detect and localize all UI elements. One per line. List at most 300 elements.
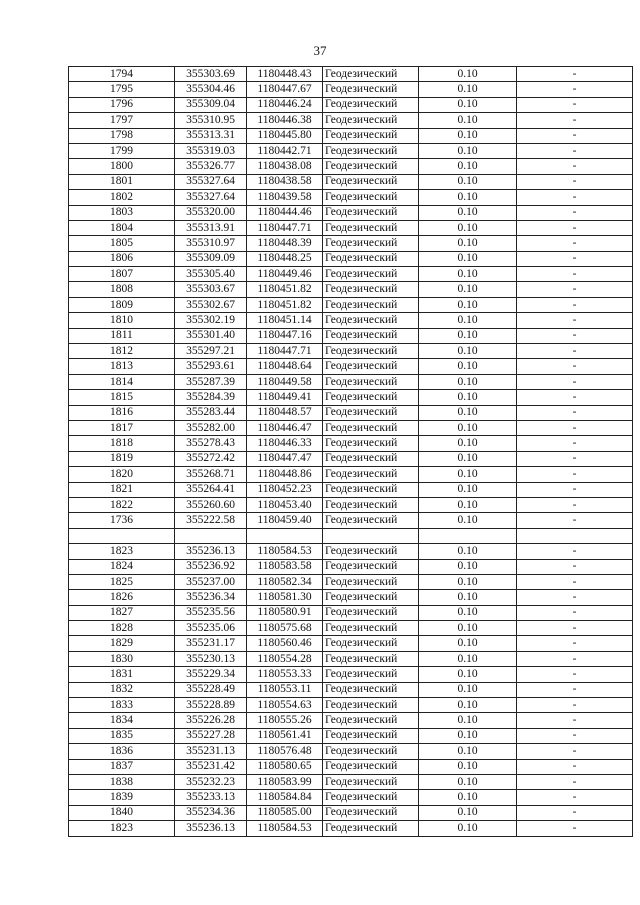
table-row (69, 251, 633, 266)
point-number-cell: 1823 (69, 821, 175, 836)
point-number-cell: 1835 (69, 728, 175, 743)
x-coordinate-cell: 355303.69 (175, 67, 247, 82)
accuracy-cell: 0.10 (419, 636, 517, 651)
method-cell: Геодезический (323, 513, 419, 528)
point-number-cell (69, 528, 175, 543)
point-number-cell: 1838 (69, 774, 175, 789)
method-cell: Геодезический (323, 713, 419, 728)
point-number-cell: 1811 (69, 328, 175, 343)
method-cell: Геодезический (323, 590, 419, 605)
description-cell: - (517, 698, 633, 713)
x-coordinate-cell: 355301.40 (175, 328, 247, 343)
y-coordinate-cell: 1180449.58 (247, 374, 323, 389)
x-coordinate-cell: 355228.49 (175, 682, 247, 697)
accuracy-cell: 0.10 (419, 267, 517, 282)
accuracy-cell: 0.10 (419, 651, 517, 666)
description-cell: - (517, 251, 633, 266)
y-coordinate-cell: 1180459.40 (247, 513, 323, 528)
description-cell: - (517, 359, 633, 374)
table-row (69, 344, 633, 359)
y-coordinate-cell: 1180448.43 (247, 67, 323, 82)
accuracy-cell: 0.10 (419, 128, 517, 143)
method-cell: Геодезический (323, 67, 419, 82)
point-number-cell: 1795 (69, 82, 175, 97)
accuracy-cell: 0.10 (419, 359, 517, 374)
point-number-cell: 1800 (69, 159, 175, 174)
method-cell: Геодезический (323, 482, 419, 497)
x-coordinate-cell: 355303.67 (175, 282, 247, 297)
accuracy-cell: 0.10 (419, 728, 517, 743)
y-coordinate-cell: 1180453.40 (247, 497, 323, 512)
table-row (69, 451, 633, 466)
method-cell: Геодезический (323, 297, 419, 312)
y-coordinate-cell: 1180452.23 (247, 482, 323, 497)
table-row (69, 636, 633, 651)
description-cell: - (517, 174, 633, 189)
table-row (69, 605, 633, 620)
table-row (69, 667, 633, 682)
point-number-cell: 1827 (69, 605, 175, 620)
table-row (69, 328, 633, 343)
method-cell: Геодезический (323, 805, 419, 820)
point-number-cell: 1837 (69, 759, 175, 774)
x-coordinate-cell: 355234.36 (175, 805, 247, 820)
method-cell: Геодезический (323, 113, 419, 128)
point-number-cell: 1810 (69, 313, 175, 328)
method-cell (323, 528, 419, 543)
y-coordinate-cell: 1180560.46 (247, 636, 323, 651)
accuracy-cell: 0.10 (419, 143, 517, 158)
point-number-cell: 1831 (69, 667, 175, 682)
method-cell: Геодезический (323, 790, 419, 805)
method-cell: Геодезический (323, 420, 419, 435)
y-coordinate-cell: 1180580.91 (247, 605, 323, 620)
description-cell: - (517, 651, 633, 666)
coordinates-table (68, 66, 633, 837)
description-cell: - (517, 713, 633, 728)
table-row (69, 544, 633, 559)
table-row (69, 728, 633, 743)
y-coordinate-cell: 1180576.48 (247, 744, 323, 759)
accuracy-cell: 0.10 (419, 713, 517, 728)
x-coordinate-cell: 355260.60 (175, 497, 247, 512)
description-cell: - (517, 128, 633, 143)
accuracy-cell: 0.10 (419, 744, 517, 759)
description-cell: - (517, 159, 633, 174)
point-number-cell: 1736 (69, 513, 175, 528)
y-coordinate-cell: 1180581.30 (247, 590, 323, 605)
point-number-cell: 1807 (69, 267, 175, 282)
point-number-cell: 1828 (69, 621, 175, 636)
x-coordinate-cell: 355231.42 (175, 759, 247, 774)
description-cell: - (517, 744, 633, 759)
description-cell: - (517, 790, 633, 805)
method-cell: Геодезический (323, 267, 419, 282)
accuracy-cell: 0.10 (419, 467, 517, 482)
description-cell: - (517, 405, 633, 420)
description-cell: - (517, 344, 633, 359)
accuracy-cell: 0.10 (419, 451, 517, 466)
y-coordinate-cell: 1180447.67 (247, 82, 323, 97)
y-coordinate-cell: 1180451.82 (247, 297, 323, 312)
x-coordinate-cell: 355309.09 (175, 251, 247, 266)
table-row (69, 359, 633, 374)
accuracy-cell: 0.10 (419, 698, 517, 713)
point-number-cell: 1804 (69, 220, 175, 235)
x-coordinate-cell: 355320.00 (175, 205, 247, 220)
x-coordinate-cell: 355304.46 (175, 82, 247, 97)
point-number-cell: 1813 (69, 359, 175, 374)
description-cell: - (517, 113, 633, 128)
y-coordinate-cell: 1180438.58 (247, 174, 323, 189)
y-coordinate-cell: 1180448.64 (247, 359, 323, 374)
table-row (69, 82, 633, 97)
method-cell: Геодезический (323, 344, 419, 359)
point-number-cell: 1836 (69, 744, 175, 759)
x-coordinate-cell: 355305.40 (175, 267, 247, 282)
point-number-cell: 1834 (69, 713, 175, 728)
method-cell: Геодезический (323, 405, 419, 420)
method-cell: Геодезический (323, 143, 419, 158)
description-cell: - (517, 759, 633, 774)
x-coordinate-cell: 355287.39 (175, 374, 247, 389)
accuracy-cell: 0.10 (419, 251, 517, 266)
method-cell: Геодезический (323, 744, 419, 759)
x-coordinate-cell: 355302.67 (175, 297, 247, 312)
description-cell: - (517, 574, 633, 589)
x-coordinate-cell (175, 528, 247, 543)
description-cell: - (517, 544, 633, 559)
y-coordinate-cell: 1180448.57 (247, 405, 323, 420)
table-row (69, 282, 633, 297)
x-coordinate-cell: 355310.95 (175, 113, 247, 128)
x-coordinate-cell: 355268.71 (175, 467, 247, 482)
table-row (69, 313, 633, 328)
y-coordinate-cell: 1180575.68 (247, 621, 323, 636)
accuracy-cell: 0.10 (419, 113, 517, 128)
table-row (69, 651, 633, 666)
y-coordinate-cell: 1180583.99 (247, 774, 323, 789)
table-row (69, 436, 633, 451)
table-row (69, 713, 633, 728)
table-row (69, 821, 633, 836)
accuracy-cell: 0.10 (419, 190, 517, 205)
accuracy-cell: 0.10 (419, 759, 517, 774)
y-coordinate-cell: 1180583.58 (247, 559, 323, 574)
x-coordinate-cell: 355229.34 (175, 667, 247, 682)
x-coordinate-cell: 355235.06 (175, 621, 247, 636)
x-coordinate-cell: 355237.00 (175, 574, 247, 589)
y-coordinate-cell: 1180445.80 (247, 128, 323, 143)
method-cell: Геодезический (323, 821, 419, 836)
description-cell: - (517, 205, 633, 220)
method-cell: Геодезический (323, 128, 419, 143)
y-coordinate-cell: 1180448.25 (247, 251, 323, 266)
accuracy-cell: 0.10 (419, 159, 517, 174)
accuracy-cell: 0.10 (419, 682, 517, 697)
method-cell: Геодезический (323, 544, 419, 559)
x-coordinate-cell: 355293.61 (175, 359, 247, 374)
table-row (69, 790, 633, 805)
method-cell: Геодезический (323, 328, 419, 343)
table-row (69, 190, 633, 205)
point-number-cell: 1814 (69, 374, 175, 389)
description-cell: - (517, 313, 633, 328)
method-cell: Геодезический (323, 251, 419, 266)
accuracy-cell: 0.10 (419, 605, 517, 620)
description-cell: - (517, 682, 633, 697)
point-number-cell: 1824 (69, 559, 175, 574)
accuracy-cell: 0.10 (419, 590, 517, 605)
method-cell: Геодезический (323, 574, 419, 589)
method-cell: Геодезический (323, 497, 419, 512)
y-coordinate-cell: 1180554.63 (247, 698, 323, 713)
description-cell: - (517, 451, 633, 466)
accuracy-cell: 0.10 (419, 82, 517, 97)
point-number-cell: 1794 (69, 67, 175, 82)
y-coordinate-cell: 1180448.39 (247, 236, 323, 251)
x-coordinate-cell: 355326.77 (175, 159, 247, 174)
point-number-cell: 1809 (69, 297, 175, 312)
table-row (69, 374, 633, 389)
description-cell: - (517, 559, 633, 574)
table-row (69, 267, 633, 282)
accuracy-cell: 0.10 (419, 67, 517, 82)
y-coordinate-cell: 1180585.00 (247, 805, 323, 820)
accuracy-cell: 0.10 (419, 774, 517, 789)
description-cell: - (517, 774, 633, 789)
method-cell: Геодезический (323, 667, 419, 682)
y-coordinate-cell: 1180448.86 (247, 467, 323, 482)
description-cell: - (517, 328, 633, 343)
accuracy-cell (419, 528, 517, 543)
description-cell: - (517, 97, 633, 112)
point-number-cell: 1796 (69, 97, 175, 112)
method-cell: Геодезический (323, 636, 419, 651)
y-coordinate-cell: 1180449.41 (247, 390, 323, 405)
point-number-cell: 1797 (69, 113, 175, 128)
description-cell: - (517, 220, 633, 235)
y-coordinate-cell: 1180554.28 (247, 651, 323, 666)
table-row (69, 405, 633, 420)
method-cell: Геодезический (323, 728, 419, 743)
y-coordinate-cell: 1180561.41 (247, 728, 323, 743)
accuracy-cell: 0.10 (419, 544, 517, 559)
method-cell: Геодезический (323, 205, 419, 220)
x-coordinate-cell: 355236.13 (175, 544, 247, 559)
point-number-cell: 1817 (69, 420, 175, 435)
table-row (69, 220, 633, 235)
description-cell: - (517, 374, 633, 389)
table-row (69, 682, 633, 697)
accuracy-cell: 0.10 (419, 390, 517, 405)
x-coordinate-cell: 355319.03 (175, 143, 247, 158)
y-coordinate-cell: 1180447.71 (247, 220, 323, 235)
point-number-cell: 1830 (69, 651, 175, 666)
table-row (69, 744, 633, 759)
y-coordinate-cell: 1180446.24 (247, 97, 323, 112)
point-number-cell: 1832 (69, 682, 175, 697)
table-row (69, 590, 633, 605)
method-cell: Геодезический (323, 651, 419, 666)
x-coordinate-cell: 355231.13 (175, 744, 247, 759)
table-row (69, 128, 633, 143)
table-row (69, 467, 633, 482)
y-coordinate-cell: 1180584.84 (247, 790, 323, 805)
point-number-cell: 1802 (69, 190, 175, 205)
table-row (69, 67, 633, 82)
x-coordinate-cell: 355327.64 (175, 190, 247, 205)
table-row (69, 528, 633, 543)
method-cell: Геодезический (323, 390, 419, 405)
y-coordinate-cell: 1180442.71 (247, 143, 323, 158)
page-number: 37 (313, 43, 327, 58)
y-coordinate-cell: 1180555.26 (247, 713, 323, 728)
point-number-cell: 1798 (69, 128, 175, 143)
point-number-cell: 1805 (69, 236, 175, 251)
x-coordinate-cell: 355313.91 (175, 220, 247, 235)
table-row (69, 420, 633, 435)
table-row (69, 390, 633, 405)
y-coordinate-cell (247, 528, 323, 543)
description-cell: - (517, 82, 633, 97)
method-cell: Геодезический (323, 605, 419, 620)
description-cell: - (517, 728, 633, 743)
accuracy-cell: 0.10 (419, 297, 517, 312)
method-cell: Геодезический (323, 451, 419, 466)
method-cell: Геодезический (323, 467, 419, 482)
description-cell: - (517, 236, 633, 251)
method-cell: Геодезический (323, 97, 419, 112)
point-number-cell: 1818 (69, 436, 175, 451)
description-cell: - (517, 467, 633, 482)
x-coordinate-cell: 355272.42 (175, 451, 247, 466)
table-row (69, 698, 633, 713)
x-coordinate-cell: 355236.92 (175, 559, 247, 574)
x-coordinate-cell: 355278.43 (175, 436, 247, 451)
method-cell: Геодезический (323, 282, 419, 297)
accuracy-cell: 0.10 (419, 559, 517, 574)
accuracy-cell: 0.10 (419, 667, 517, 682)
table-row (69, 143, 633, 158)
table-row (69, 236, 633, 251)
accuracy-cell: 0.10 (419, 220, 517, 235)
point-number-cell: 1821 (69, 482, 175, 497)
table-row (69, 621, 633, 636)
accuracy-cell: 0.10 (419, 513, 517, 528)
method-cell: Геодезический (323, 682, 419, 697)
y-coordinate-cell: 1180446.47 (247, 420, 323, 435)
method-cell: Геодезический (323, 359, 419, 374)
accuracy-cell: 0.10 (419, 282, 517, 297)
x-coordinate-cell: 355232.23 (175, 774, 247, 789)
x-coordinate-cell: 355235.56 (175, 605, 247, 620)
accuracy-cell: 0.10 (419, 328, 517, 343)
x-coordinate-cell: 355264.41 (175, 482, 247, 497)
y-coordinate-cell: 1180446.33 (247, 436, 323, 451)
point-number-cell: 1812 (69, 344, 175, 359)
description-cell: - (517, 497, 633, 512)
method-cell: Геодезический (323, 621, 419, 636)
point-number-cell: 1823 (69, 544, 175, 559)
x-coordinate-cell: 355284.39 (175, 390, 247, 405)
description-cell: - (517, 390, 633, 405)
table-row (69, 759, 633, 774)
point-number-cell: 1822 (69, 497, 175, 512)
y-coordinate-cell: 1180439.58 (247, 190, 323, 205)
y-coordinate-cell: 1180582.34 (247, 574, 323, 589)
table-row (69, 574, 633, 589)
point-number-cell: 1820 (69, 467, 175, 482)
table-row (69, 513, 633, 528)
point-number-cell: 1840 (69, 805, 175, 820)
point-number-cell: 1819 (69, 451, 175, 466)
y-coordinate-cell: 1180449.46 (247, 267, 323, 282)
description-cell: - (517, 667, 633, 682)
description-cell: - (517, 143, 633, 158)
accuracy-cell: 0.10 (419, 313, 517, 328)
y-coordinate-cell: 1180447.71 (247, 344, 323, 359)
description-cell: - (517, 297, 633, 312)
point-number-cell: 1829 (69, 636, 175, 651)
table-row (69, 774, 633, 789)
x-coordinate-cell: 355282.00 (175, 420, 247, 435)
x-coordinate-cell: 355230.13 (175, 651, 247, 666)
point-number-cell: 1839 (69, 790, 175, 805)
accuracy-cell: 0.10 (419, 205, 517, 220)
description-cell: - (517, 482, 633, 497)
table-row (69, 205, 633, 220)
x-coordinate-cell: 355309.04 (175, 97, 247, 112)
table-row (69, 497, 633, 512)
accuracy-cell: 0.10 (419, 97, 517, 112)
description-cell: - (517, 513, 633, 528)
x-coordinate-cell: 355236.34 (175, 590, 247, 605)
method-cell: Геодезический (323, 313, 419, 328)
table-row (69, 559, 633, 574)
description-cell: - (517, 590, 633, 605)
method-cell: Геодезический (323, 559, 419, 574)
y-coordinate-cell: 1180438.08 (247, 159, 323, 174)
description-cell: - (517, 436, 633, 451)
y-coordinate-cell: 1180584.53 (247, 821, 323, 836)
method-cell: Геодезический (323, 236, 419, 251)
x-coordinate-cell: 355313.31 (175, 128, 247, 143)
y-coordinate-cell: 1180580.65 (247, 759, 323, 774)
method-cell: Геодезический (323, 774, 419, 789)
table-row (69, 482, 633, 497)
table-row (69, 159, 633, 174)
x-coordinate-cell: 355228.89 (175, 698, 247, 713)
accuracy-cell: 0.10 (419, 482, 517, 497)
y-coordinate-cell: 1180447.16 (247, 328, 323, 343)
table-row (69, 805, 633, 820)
point-number-cell: 1801 (69, 174, 175, 189)
accuracy-cell: 0.10 (419, 821, 517, 836)
method-cell: Геодезический (323, 220, 419, 235)
accuracy-cell: 0.10 (419, 236, 517, 251)
x-coordinate-cell: 355226.28 (175, 713, 247, 728)
method-cell: Геодезический (323, 759, 419, 774)
accuracy-cell: 0.10 (419, 405, 517, 420)
x-coordinate-cell: 355297.21 (175, 344, 247, 359)
y-coordinate-cell: 1180553.33 (247, 667, 323, 682)
accuracy-cell: 0.10 (419, 621, 517, 636)
description-cell: - (517, 282, 633, 297)
accuracy-cell: 0.10 (419, 790, 517, 805)
description-cell: - (517, 605, 633, 620)
accuracy-cell: 0.10 (419, 420, 517, 435)
